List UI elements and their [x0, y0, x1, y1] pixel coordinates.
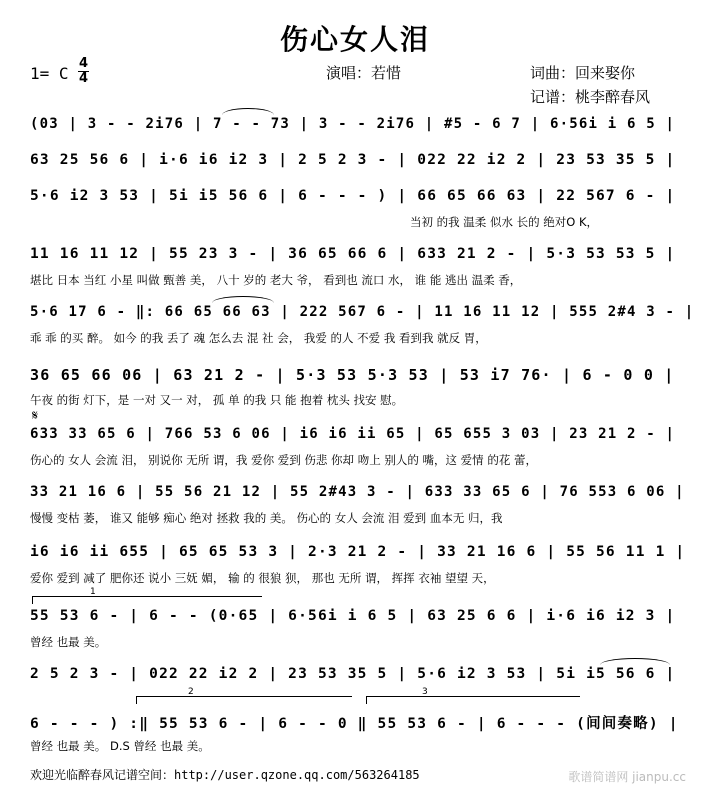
score-line-11: 2 5 2 3 - | 022 22 i2 2 | 23 53 35 5 | 5·6 i2 3 53 | 5i i5 56 6 |: [30, 666, 676, 682]
volta-3-bracket: [366, 696, 580, 697]
score-line-3: 5·6 i2 3 53 | 5i i5 56 6 | 6 - - - ) | 66 65 66 63 | 22 567 6 - |: [30, 188, 676, 204]
footer-credit: 欢迎光临醉春风记谱空间：http://user.qzone.qq.com/563264185: [30, 768, 420, 782]
segno-sign: 𝄋: [32, 408, 39, 424]
volta-2-bracket: [136, 696, 352, 697]
slur-mark: [600, 658, 670, 665]
score-line-7: 633 33 65 6 | 766 53 6 06 | i6 i6 ii 65 | 65 655 3 03 | 23 21 2 - |: [30, 426, 676, 442]
score-line-12: 6 - - - ) :‖ 55 53 6 - | 6 - - 0 ‖ 55 53 6 - | 6 - - - (间间奏略) |: [30, 716, 679, 732]
watermark: 歌谱简谱网 jianpu.cc: [568, 770, 686, 784]
volta-3-tick: [366, 696, 367, 704]
lyric-line-7: 伤心的 女人 会流 泪， 别说你 无所 谓，我 爱你 爱到 伤悲 你却 吻上 别人的 嘴，这 爱情 的花 蕾，: [30, 453, 537, 467]
score-line-1: (03 | 3 - - 2i76 | 7 - - 73 | 3 - - 2i76 | #5 - 6 7 | 6·56i i 6 5 |: [30, 116, 676, 132]
time-bottom: 4: [78, 71, 89, 86]
lyric-line-12: 曾经 也最 美。 D.S 曾经 也最 美。: [30, 739, 210, 753]
time-top: 4: [78, 56, 89, 71]
transcriber-credit: 记谱：桃李醉春风: [530, 88, 651, 106]
score-line-10: 55 53 6 - | 6 - - (0·65 | 6·56i i 6 5 | 63 25 6 6 | i·6 i6 i2 3 |: [30, 608, 676, 624]
lyric-line-10: 曾经 也最 美。: [30, 635, 107, 649]
slur-mark: [222, 108, 274, 115]
lyric-line-8: 慢慢 变枯 萎， 谁又 能够 痴心 绝对 拯救 我的 美。 伤心的 女人 会流 泪 爱到 血本无 归，我: [30, 511, 503, 525]
volta-2-number: 2: [188, 687, 194, 697]
score-line-4: 11 16 11 12 | 55 23 3 - | 36 65 66 6 | 633 21 2 - | 5·3 53 53 5 |: [30, 246, 676, 262]
singer-credit: 演唱：若惜: [326, 64, 402, 82]
lyric-line-5: 乖 乖 的买 醉。 如今 的我 丢了 魂 怎么去 混 社 会， 我爱 的人 不爱 我 看到我 就反 胃，: [30, 331, 487, 345]
key-signature: 1= C: [30, 64, 69, 83]
score-line-8: 33 21 16 6 | 55 56 21 12 | 55 2#43 3 - | 633 33 65 6 | 76 553 6 06 |: [30, 484, 685, 500]
volta-2-tick: [136, 696, 137, 704]
volta-3-number: 3: [422, 687, 428, 697]
score-line-9: i6 i6 ii 655 | 65 65 53 3 | 2·3 21 2 - | 33 21 16 6 | 55 56 11 1 |: [30, 544, 686, 560]
lyric-line-6: 午夜 的街 灯下，是 一对 又一 对， 孤 单 的我 只 能 抱着 枕头 找安 慰。: [30, 393, 404, 407]
composer-credit: 词曲：回来娶你: [530, 64, 636, 82]
lyric-line-3: 当初 的我 温柔 似水 长的 绝对O K，: [410, 215, 599, 229]
song-title: 伤心女人泪: [279, 23, 430, 56]
slur-mark: [212, 296, 274, 303]
score-line-2: 63 25 56 6 | i·6 i6 i2 3 | 2 5 2 3 - | 022 22 i2 2 | 23 53 35 5 |: [30, 152, 676, 168]
lyric-line-9: 爱你 爱到 减了 肥你还 说小 三妩 媚， 输 的 很狼 狈， 那也 无所 谓， 挥挥 衣袖 望望 天，: [30, 571, 495, 585]
time-signature: [78, 58, 89, 85]
score-line-5: 5·6 17 6 - ‖: 66 65 66 63 | 222 567 6 - | 11 16 11 12 | 555 2#4 3 - |: [30, 304, 695, 320]
lyric-line-4: 堪比 日本 当红 小星 叫做 甄善 美， 八十 岁的 老大 爷， 看到也 流口 水， 谁 能 逃出 温柔 香，: [30, 273, 522, 287]
volta-1-bracket: [32, 596, 262, 597]
volta-1-tick: [32, 596, 33, 604]
volta-1-number: 1: [90, 587, 96, 597]
score-line-6: 36 65 66 06 | 63 21 2 - | 5·3 53 5·3 53 | 53 i7 76· | 6 - 0 0 |: [30, 366, 675, 384]
